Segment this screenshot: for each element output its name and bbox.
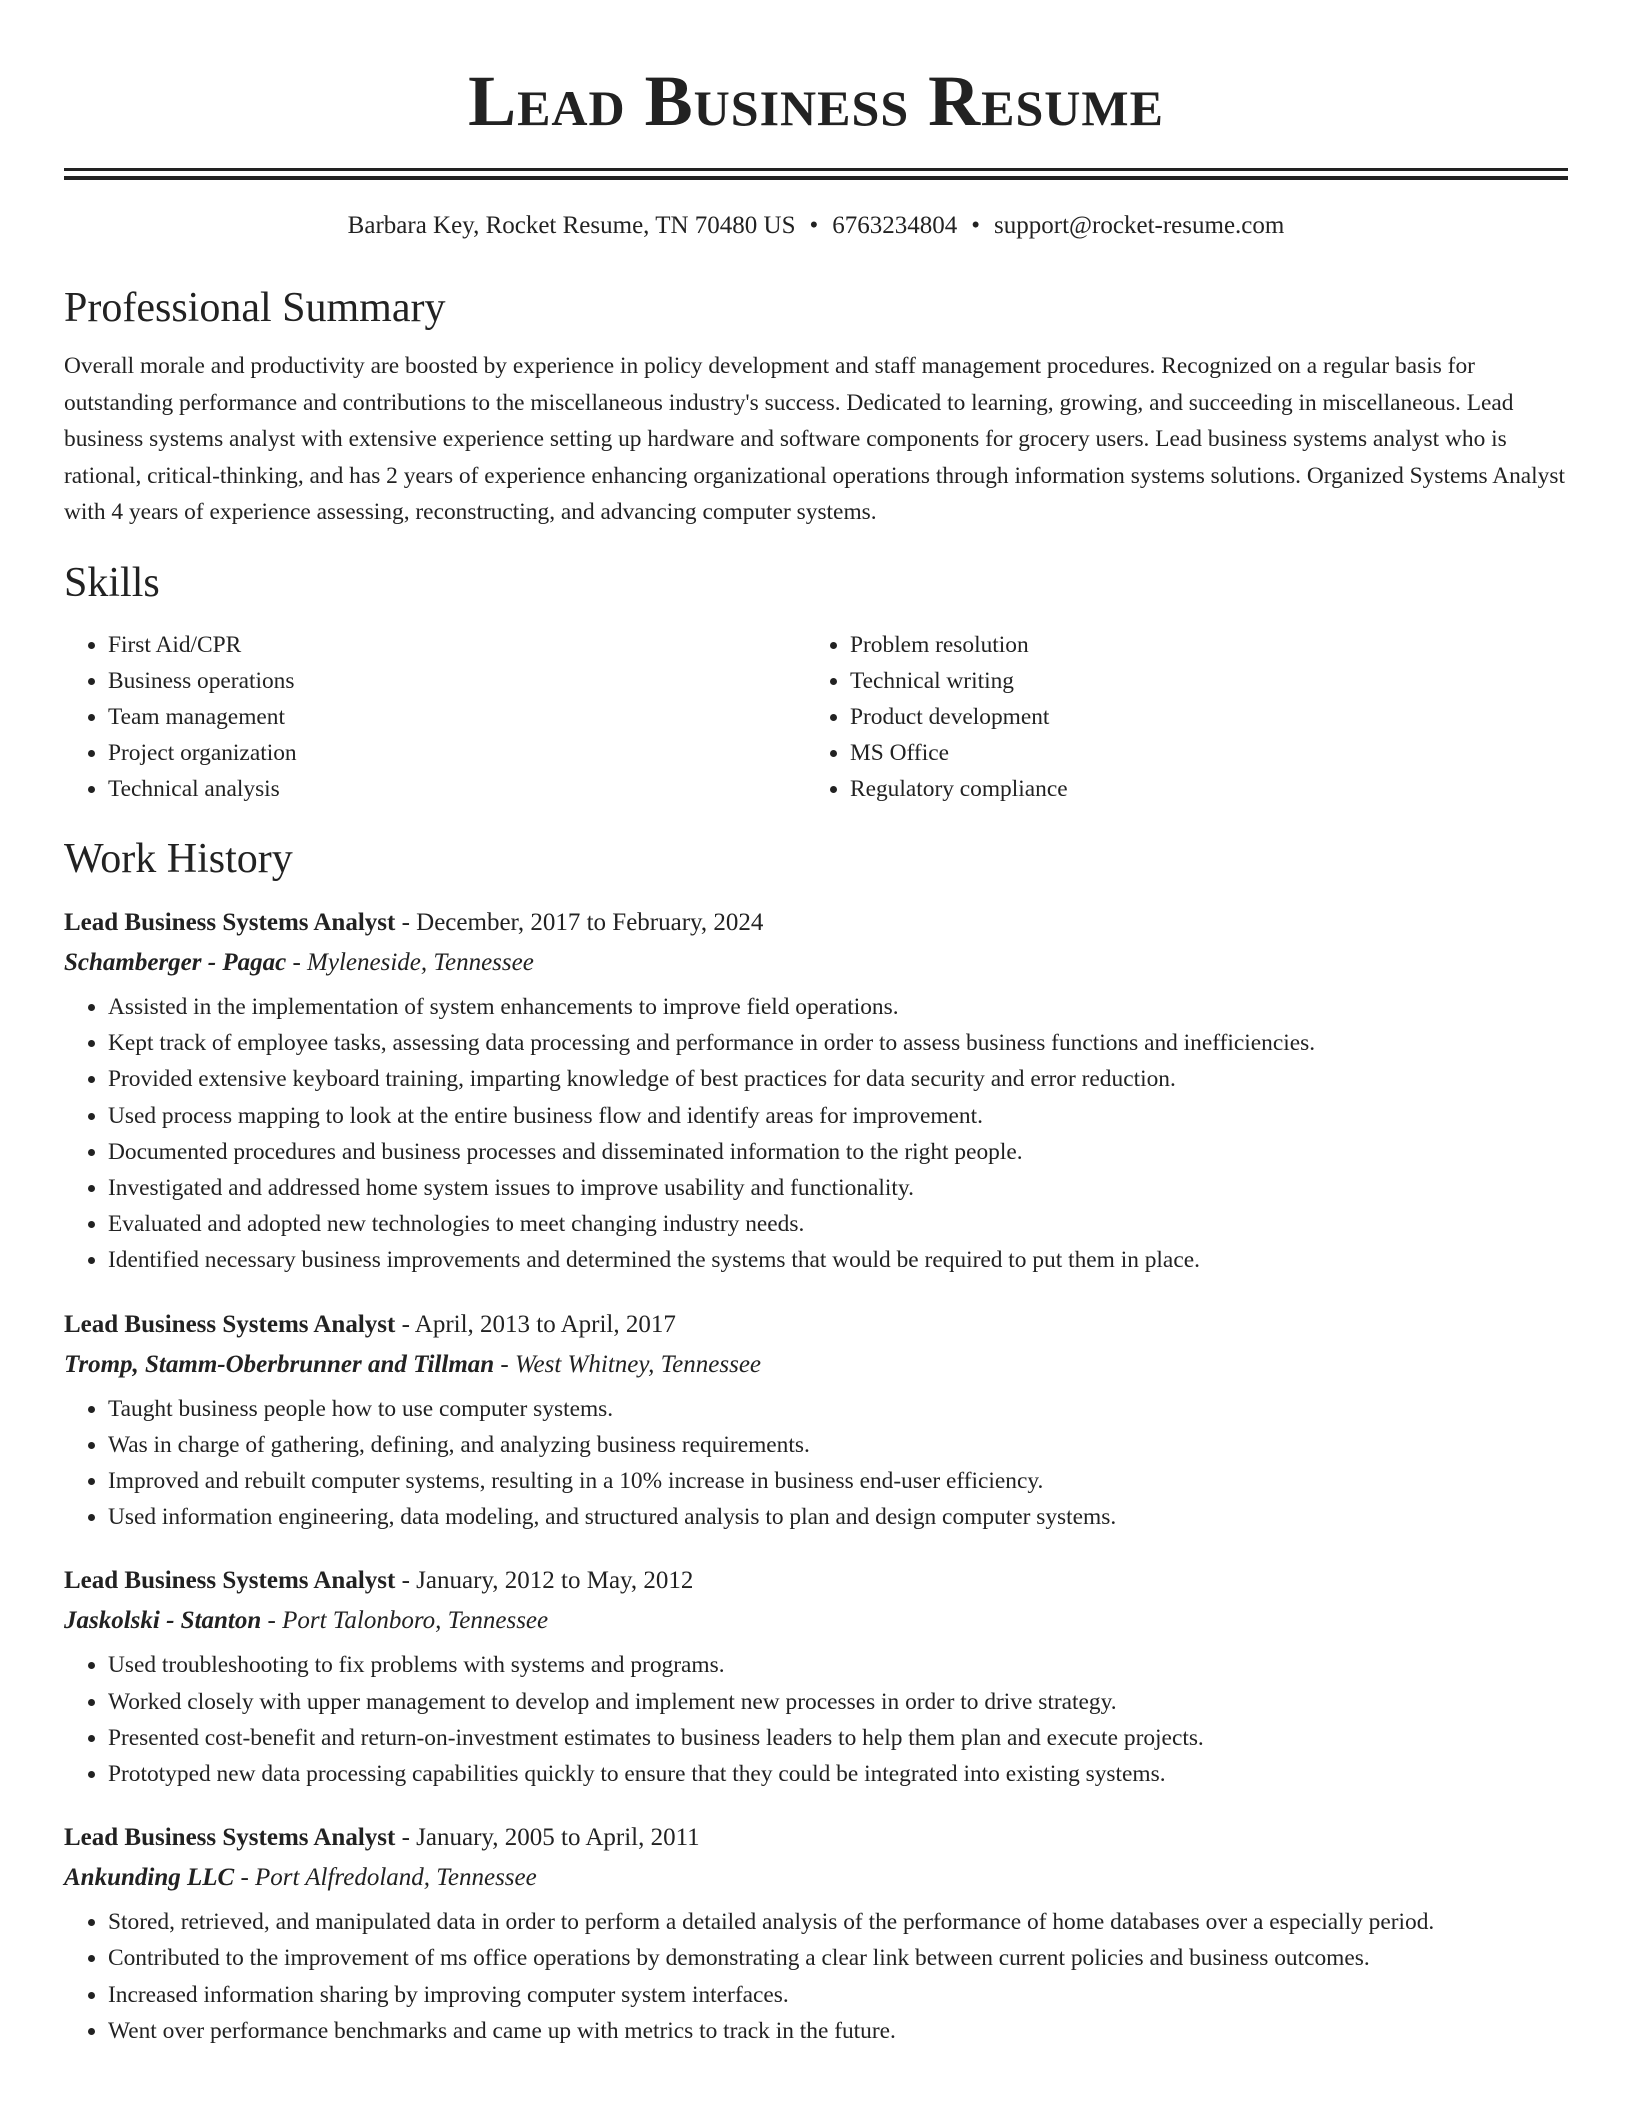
skill-item: • First Aid/CPR — [108, 627, 806, 663]
job-location: - Port Alfredoland, Tennessee — [234, 1864, 537, 1892]
job-location: - West Whitney, Tennessee — [494, 1350, 762, 1378]
job-bullet: • Investigated and addressed home system issues to improve usability and functionality. — [108, 1170, 1568, 1206]
job-company: Tromp, Stamm-Oberbrunner and Tillman — [64, 1350, 495, 1378]
job-entry — [64, 1822, 1568, 2049]
skill-item: • Technical writing — [850, 663, 1548, 699]
job-entry — [64, 907, 1568, 1279]
summary-text: Overall morale and productivity are boosted by experience in policy development and staff management procedures. Recognized on a regular basis for outstanding performance and contributions to the miscellaneous industry's success. Dedicated to learning, growing, and succeeding in miscellaneous. Lead business systems analyst with extensive experience setting up hardware and software components for grocery users. Lead business systems analyst who is rational, critical-thinking, and has 2 years of experience enhancing organizational operations through information systems solutions. Organized Systems Analyst with 4 years of experience assessing, reconstructing, and advancing computer systems. — [64, 353, 1565, 526]
job-bullet: • Prototyped new data processing capabilities quickly to ensure that they could be integrated into existing systems. — [108, 1756, 1568, 1792]
job-title-line — [64, 1565, 1568, 1597]
job-dates: - January, 2005 to April, 2011 — [395, 1824, 700, 1852]
job-company: Jaskolski - Stanton — [64, 1607, 262, 1635]
job-bullet: • Used troubleshooting to fix problems with systems and programs. — [108, 1647, 1568, 1683]
resume-title: Lead Business Resume — [468, 61, 1164, 141]
contact-address: Barbara Key, Rocket Resume, TN 70480 US — [347, 212, 796, 239]
job-bullet: • Used process mapping to look at the entire business flow and identify areas for improvement. — [108, 1098, 1568, 1134]
job-entry — [64, 1309, 1568, 1536]
skills-column-left — [64, 627, 806, 807]
contact-email: support@rocket-resume.com — [994, 212, 1285, 239]
job-bullet: • Improved and rebuilt computer systems, resulting in a 10% increase in business end-user efficiency. — [108, 1463, 1568, 1499]
job-bullets — [64, 989, 1568, 1279]
skill-item: • MS Office — [850, 735, 1548, 771]
contact-line — [64, 210, 1568, 242]
summary-heading: Professional Summary — [64, 285, 446, 331]
job-company-line — [64, 1349, 1568, 1381]
job-company-line — [64, 947, 1568, 979]
job-bullet: • Assisted in the implementation of system enhancements to improve field operations. — [108, 989, 1568, 1025]
job-title-line — [64, 1309, 1568, 1341]
job-bullet: • Documented procedures and business processes and disseminated information to the right people. — [108, 1134, 1568, 1170]
skill-item: • Product development — [850, 699, 1548, 735]
job-dates: - April, 2013 to April, 2017 — [395, 1310, 676, 1338]
job-bullet: • Contributed to the improvement of ms office operations by demonstrating a clear link between current policies and business outcomes. — [108, 1940, 1568, 1976]
job-bullet: • Evaluated and adopted new technologies to meet changing industry needs. — [108, 1206, 1568, 1242]
job-bullets — [64, 1647, 1568, 1792]
job-title: Lead Business Systems Analyst — [64, 1824, 396, 1852]
job-bullet: • Identified necessary business improvements and determined the systems that would be required to put them in place. — [108, 1242, 1568, 1278]
job-title: Lead Business Systems Analyst — [64, 1310, 396, 1338]
skill-item: • Project organization — [108, 735, 806, 771]
job-location: - Port Talonboro, Tennessee — [261, 1607, 549, 1635]
job-dates: - January, 2012 to May, 2012 — [395, 1567, 694, 1595]
job-bullets — [64, 1904, 1568, 2049]
skill-item: • Problem resolution — [850, 627, 1548, 663]
job-bullet: • Taught business people how to use computer systems. — [108, 1391, 1568, 1427]
title-divider-top — [64, 168, 1568, 171]
job-company-line — [64, 1605, 1568, 1637]
contact-separator: • — [809, 212, 819, 239]
job-company: Schamberger - Pagac — [64, 948, 287, 976]
job-title: Lead Business Systems Analyst — [64, 908, 396, 936]
job-dates: - December, 2017 to February, 2024 — [395, 908, 764, 936]
job-bullet: • Was in charge of gathering, defining, and analyzing business requirements. — [108, 1427, 1568, 1463]
job-bullet: • Stored, retrieved, and manipulated data in order to perform a detailed analysis of the performance of home databases over a especially period. — [108, 1904, 1568, 1940]
skill-item: • Business operations — [108, 663, 806, 699]
work-history-heading: Work History — [64, 835, 293, 882]
job-company: Ankunding LLC — [64, 1864, 235, 1892]
skills-list — [64, 627, 1568, 807]
job-bullet: • Used information engineering, data modeling, and structured analysis to plan and design computer systems. — [108, 1499, 1568, 1535]
job-bullet: • Kept track of employee tasks, assessing data processing and performance in order to assess business functions and inefficiencies. — [108, 1025, 1568, 1061]
skill-item: • Technical analysis — [108, 771, 806, 807]
job-bullets — [64, 1391, 1568, 1536]
job-location: - Myleneside, Tennessee — [286, 948, 534, 976]
skill-item: • Team management — [108, 699, 806, 735]
job-entry — [64, 1565, 1568, 1792]
job-company-line — [64, 1862, 1568, 1894]
contact-separator: • — [971, 212, 981, 239]
job-bullet: • Increased information sharing by improving computer system interfaces. — [108, 1977, 1568, 2013]
contact-phone: 6763234804 — [832, 212, 958, 239]
job-bullet: • Provided extensive keyboard training, imparting knowledge of best practices for data security and error reduction. — [108, 1061, 1568, 1097]
job-bullet: • Presented cost-benefit and return-on-investment estimates to business leaders to help them plan and execute projects. — [108, 1720, 1568, 1756]
skills-heading: Skills — [64, 559, 160, 606]
job-bullet: • Went over performance benchmarks and came up with metrics to track in the future. — [108, 2013, 1568, 2049]
job-title: Lead Business Systems Analyst — [64, 1567, 396, 1595]
skill-item: • Regulatory compliance — [850, 771, 1548, 807]
title-divider-bottom — [64, 176, 1568, 180]
job-bullet: • Worked closely with upper management to develop and implement new processes in order to drive strategy. — [108, 1684, 1568, 1720]
job-title-line — [64, 907, 1568, 939]
skills-column-right — [806, 627, 1548, 807]
job-title-line — [64, 1822, 1568, 1854]
